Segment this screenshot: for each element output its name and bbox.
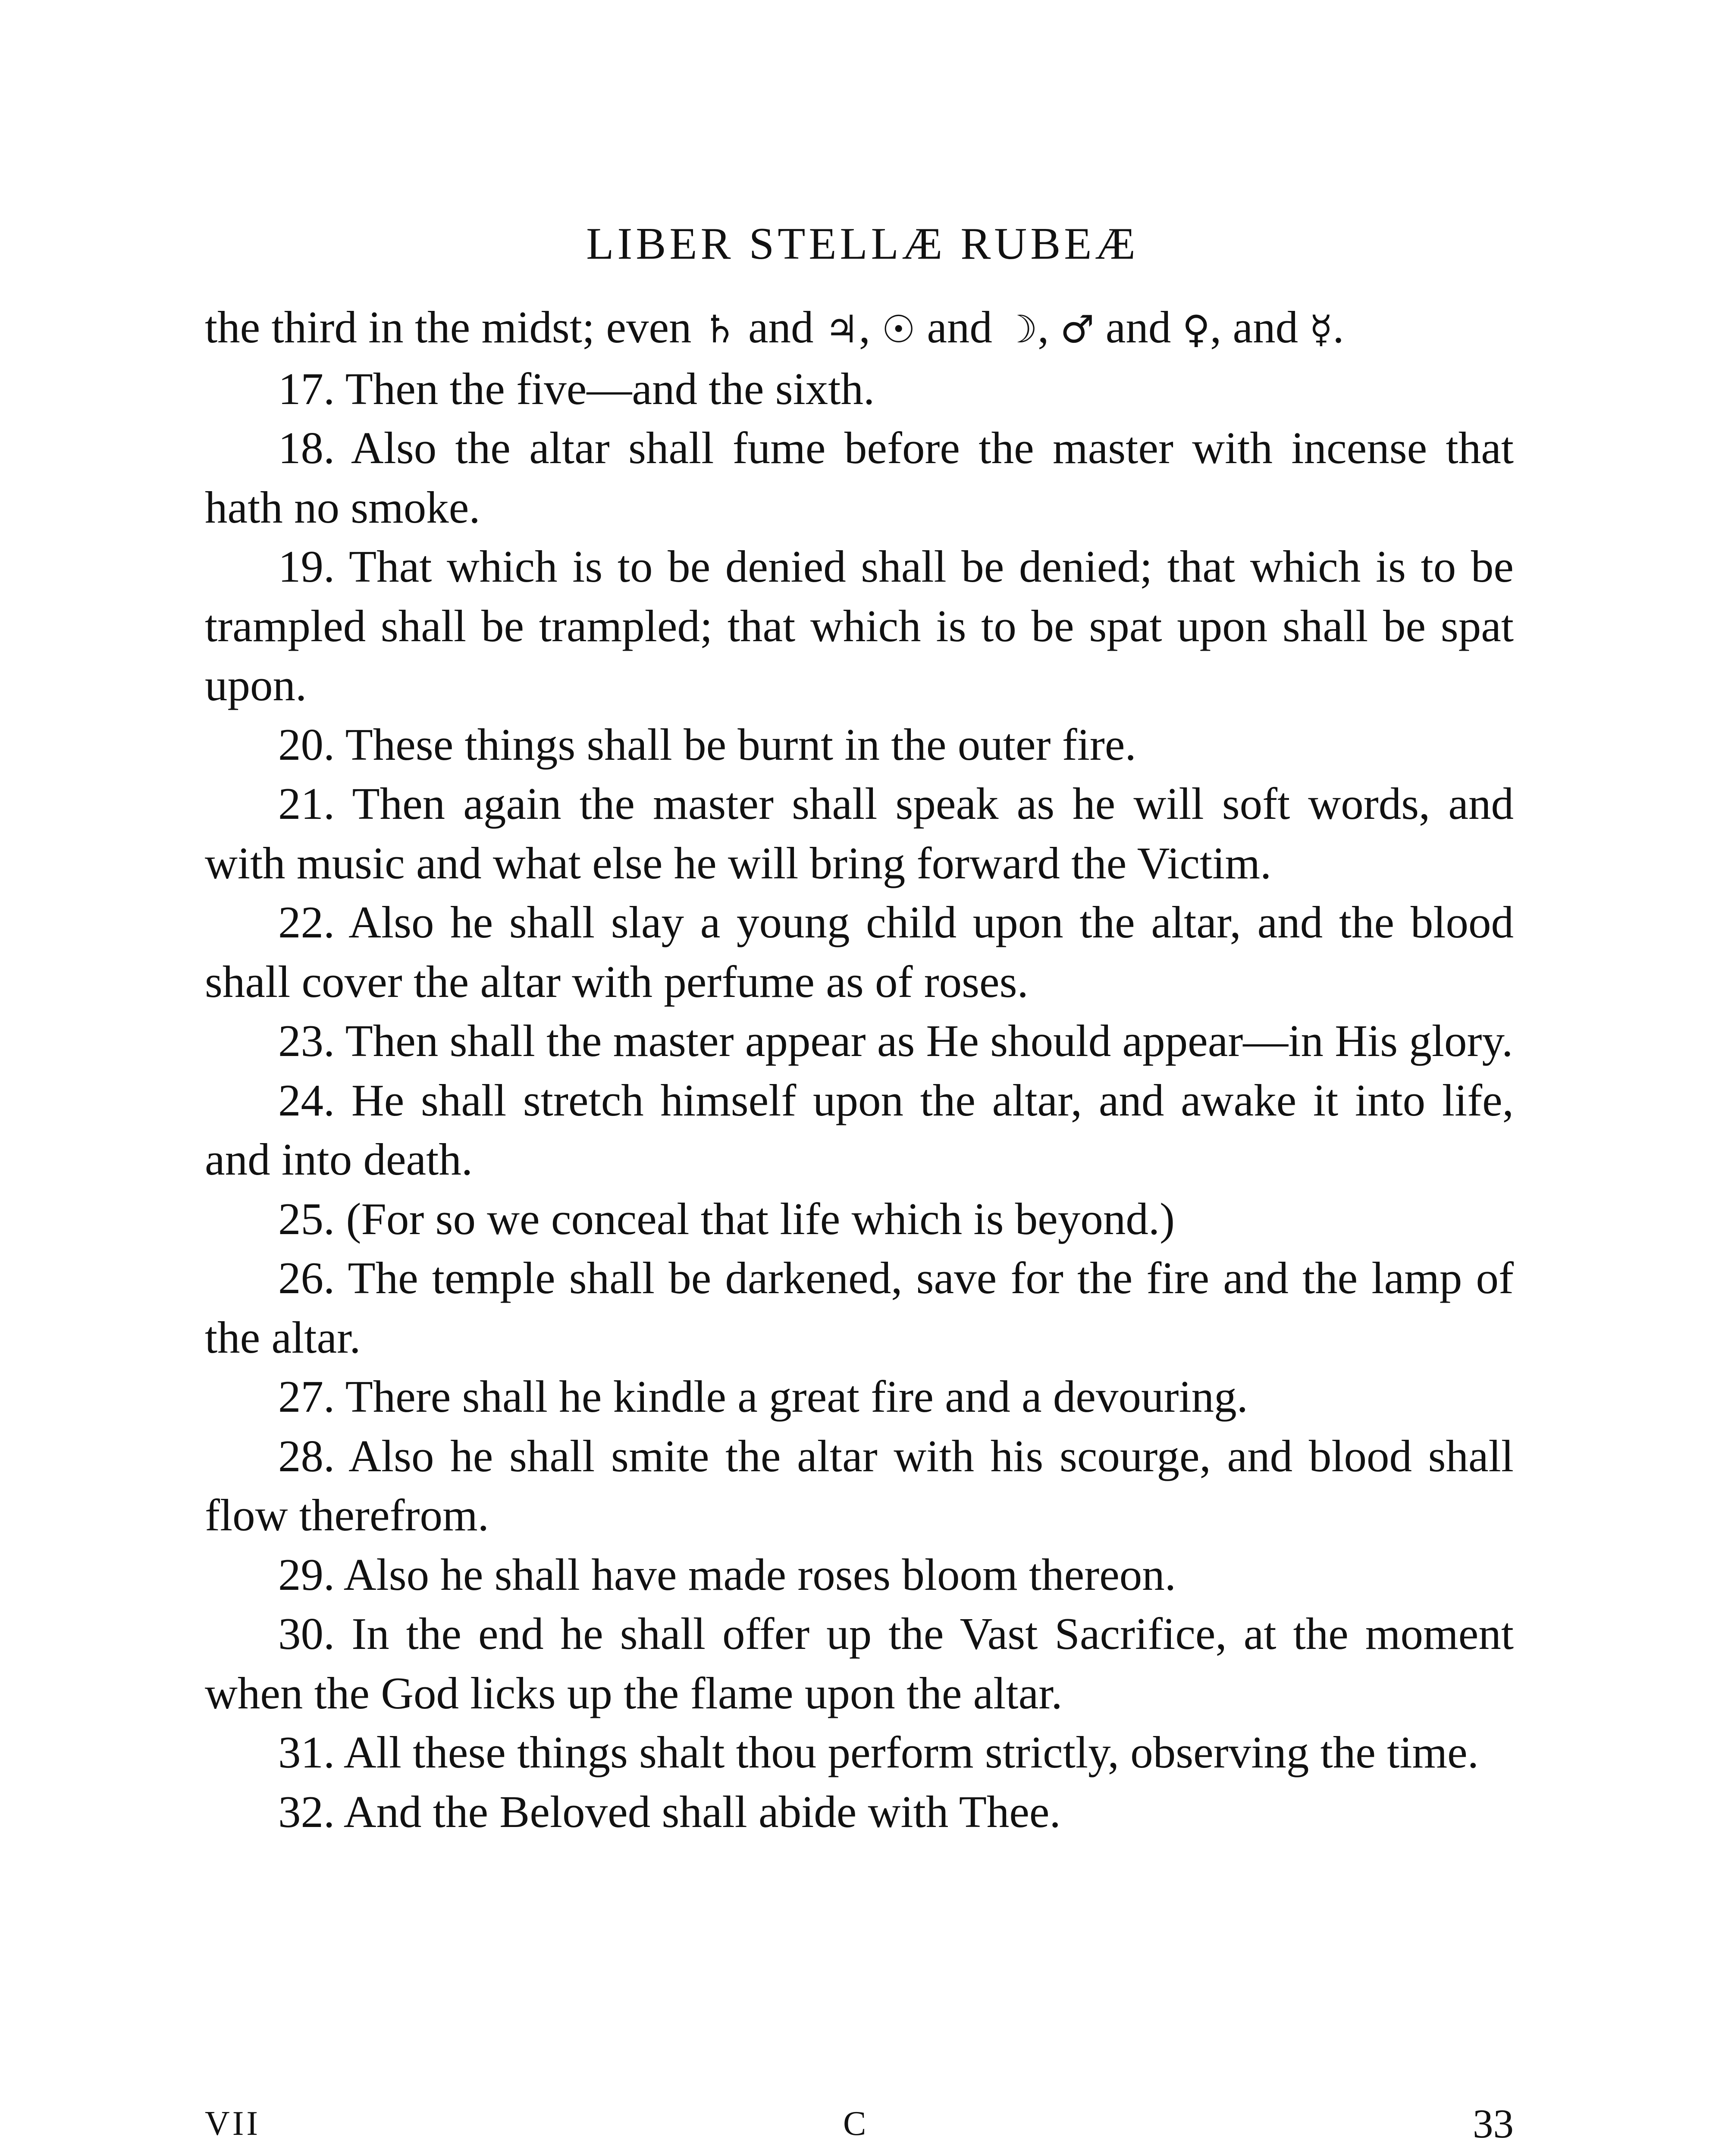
verse-32: 32. And the Beloved shall abide with Thee. [278,1786,1061,1837]
saturn-icon: ♄ [703,307,737,351]
signature-mark-center: C [843,2105,866,2143]
verse-16-continuation: the third in the midst; even ♄ and ♃, ☉ and ☽, ♂ and ♀, and ☿. [205,302,1344,352]
mars-icon: ♂ [1060,307,1095,351]
verse-20: 20. These things shall be burnt in the outer fire. [278,719,1136,770]
verse-text-block [205,298,1514,1841]
verse-30: 30. In the end he shall offer up the Vast Sacrifice, at the moment when the God licks up the flame upon the altar. [205,1608,1514,1718]
page-number: 33 [1473,2101,1514,2147]
verse-21: 21. Then again the master shall speak as he will soft words, and with music and what else he will bring forward the Victim. [205,778,1514,888]
verse-17: 17. Then the five—and the sixth. [278,363,875,414]
verse-27: 27. There shall he kindle a great fire and a devouring. [278,1371,1248,1422]
sun-icon: ☉ [881,307,916,351]
verse-22: 22. Also he shall slay a young child upon the altar, and the blood shall cover the altar with perfume as of roses. [205,897,1514,1007]
venus-icon: ♀ [1182,307,1211,351]
mercury-icon: ☿ [1309,307,1333,351]
verse-25: 25. (For so we conceal that life which is beyond.) [278,1193,1175,1244]
verse-18: 18. Also the altar shall fume before the master with incense that hath no smoke. [205,423,1514,533]
verse-26: 26. The temple shall be darkened, save for the fire and the lamp of the altar. [205,1253,1514,1363]
verse-19: 19. That which is to be denied shall be denied; that which is to be trampled shall be trampled; that which is to be spat upon shall be spat upon. [205,541,1514,710]
jupiter-icon: ♃ [825,307,859,351]
running-title: LIBER STELLÆ RUBEÆ [586,218,1139,269]
page-footer [205,2096,1514,2156]
verse-31: 31. All these things shalt thou perform strictly, observing the time. [278,1727,1479,1777]
verse-23: 23. Then shall the master appear as He should appear—in His glory. [278,1015,1513,1066]
verse-28: 28. Also he shall smite the altar with his scourge, and blood shall flow therefrom. [205,1430,1514,1540]
verse-24: 24. He shall stretch himself upon the altar, and awake it into life, and into death. [205,1075,1514,1185]
signature-mark-left: VII [205,2105,261,2143]
verse-29: 29. Also he shall have made roses bloom thereon. [278,1549,1176,1600]
moon-icon: ☽ [1004,307,1038,351]
